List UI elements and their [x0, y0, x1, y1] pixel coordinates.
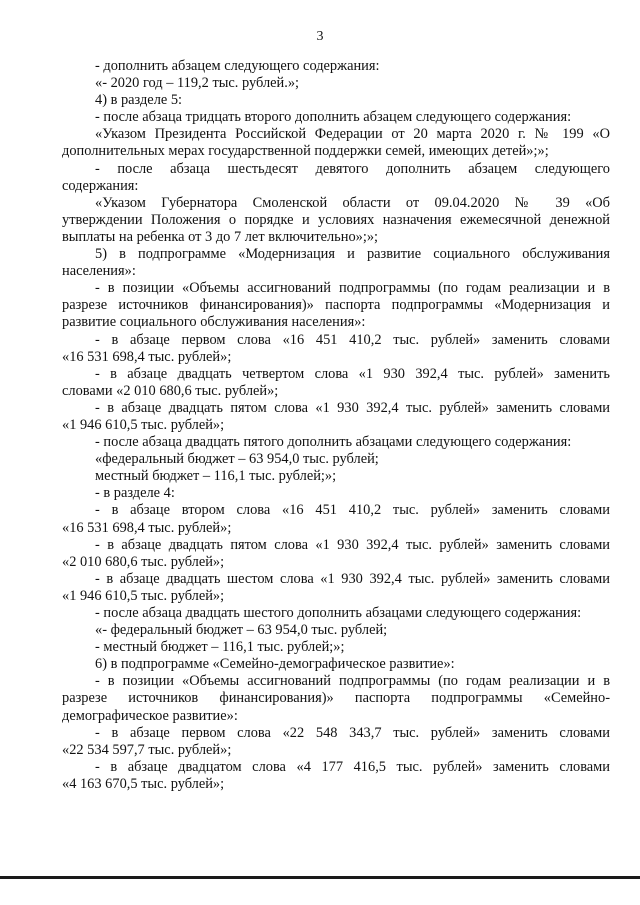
text-line: 6) в подпрограмме «Семейно-демографическое развитие»: — [95, 656, 455, 673]
text-line: - в абзаце двадцать пятом слова «1 930 392,4 тыс. рублей» заменить словами — [95, 399, 610, 416]
text-line: местный бюджет – 116,1 тыс. рублей;»; — [95, 468, 337, 485]
text-line: «2 010 680,6 тыс. рублей»; — [62, 553, 225, 570]
text-line: - в позиции «Объемы ассигнований подпрограммы (по годам реализации и в — [95, 673, 610, 690]
text-line: - после абзаца двадцать шестого дополнить абзацами следующего содержания: — [95, 605, 582, 621]
text-line: «4 163 670,5 тыс. рублей»; — [62, 775, 225, 792]
text-line: дополнительных мерах государственной поддержки семей, имеющих детей»;»; — [62, 143, 549, 160]
text-line: «16 531 698,4 тыс. рублей»; — [62, 519, 232, 536]
text-line: - после абзаца двадцать пятого дополнить абзацами следующего содержания: — [95, 434, 572, 451]
text-line: «1 946 610,5 тыс. рублей»; — [62, 416, 225, 433]
document-body — [62, 58, 610, 793]
text-line: - в абзаце двадцатом слова «4 177 416,5 тыс. рублей» заменить словами — [95, 758, 610, 775]
text-line: - местный бюджет – 116,1 тыс. рублей;»; — [95, 639, 345, 656]
text-line: словами «2 010 680,6 тыс. рублей»; — [62, 382, 279, 399]
page-number: 3 — [316, 29, 324, 44]
text-line: - после абзаца тридцать второго дополнить абзацем следующего содержания: — [95, 109, 572, 126]
text-line: - дополнить абзацем следующего содержания: — [95, 58, 380, 74]
bottom-border-line — [0, 876, 640, 879]
text-line: «Указом Губернатора Смоленской области от 09.04.2020 № 39 «Об — [95, 194, 610, 211]
text-line: «16 531 698,4 тыс. рублей»; — [62, 348, 232, 365]
text-line: - после абзаца шестьдесят девятого дополнить абзацем следующего — [95, 160, 610, 177]
text-line: «Указом Президента Российской Федерации от 20 марта 2020 г. № 199 «О — [95, 126, 610, 143]
text-line: - в абзаце первом слова «22 548 343,7 тыс. рублей» заменить словами — [95, 724, 610, 741]
text-line: «- 2020 год – 119,2 тыс. рублей.»; — [95, 75, 300, 92]
text-line: - в абзаце двадцать четвертом слова «1 930 392,4 тыс. рублей» заменить — [95, 365, 610, 382]
text-line: содержания: — [62, 177, 139, 194]
text-line: развитие социального обслуживания населения»: — [62, 314, 366, 331]
text-line: - в разделе 4: — [95, 485, 175, 502]
text-line: - в абзаце первом слова «16 451 410,2 тыс. рублей» заменить словами — [95, 331, 610, 348]
text-line: разрезе источников финансирования)» паспорта подпрограммы «Семейно- — [62, 690, 610, 707]
text-line: «22 534 597,7 тыс. рублей»; — [62, 741, 232, 758]
text-line: - в абзаце втором слова «16 451 410,2 тыс. рублей» заменить словами — [95, 502, 610, 519]
text-line: населения»: — [62, 263, 136, 280]
text-line: «федеральный бюджет – 63 954,0 тыс. рублей; — [95, 451, 379, 468]
text-line: «- федеральный бюджет – 63 954,0 тыс. рублей; — [95, 622, 388, 639]
text-line: - в абзаце двадцать пятом слова «1 930 392,4 тыс. рублей» заменить словами — [95, 536, 610, 553]
text-line: разрезе источников финансирования)» паспорта подпрограммы «Модернизация и — [62, 297, 610, 314]
text-line: «1 946 610,5 тыс. рублей»; — [62, 587, 225, 604]
text-line: утверждении Положения о порядке и условиях назначения ежемесячной денежной — [62, 211, 610, 228]
text-line: 5) в подпрограмме «Модернизация и развитие социального обслуживания — [95, 246, 610, 263]
text-line: выплаты на ребенка от 3 до 7 лет включительно»;»; — [62, 228, 379, 245]
text-line: 4) в разделе 5: — [95, 92, 183, 109]
text-line: - в абзаце двадцать шестом слова «1 930 392,4 тыс. рублей» заменить словами — [95, 570, 610, 587]
text-line: - в позиции «Объемы ассигнований подпрограммы (по годам реализации и в — [95, 280, 610, 297]
text-line: демографическое развитие»: — [62, 707, 238, 724]
